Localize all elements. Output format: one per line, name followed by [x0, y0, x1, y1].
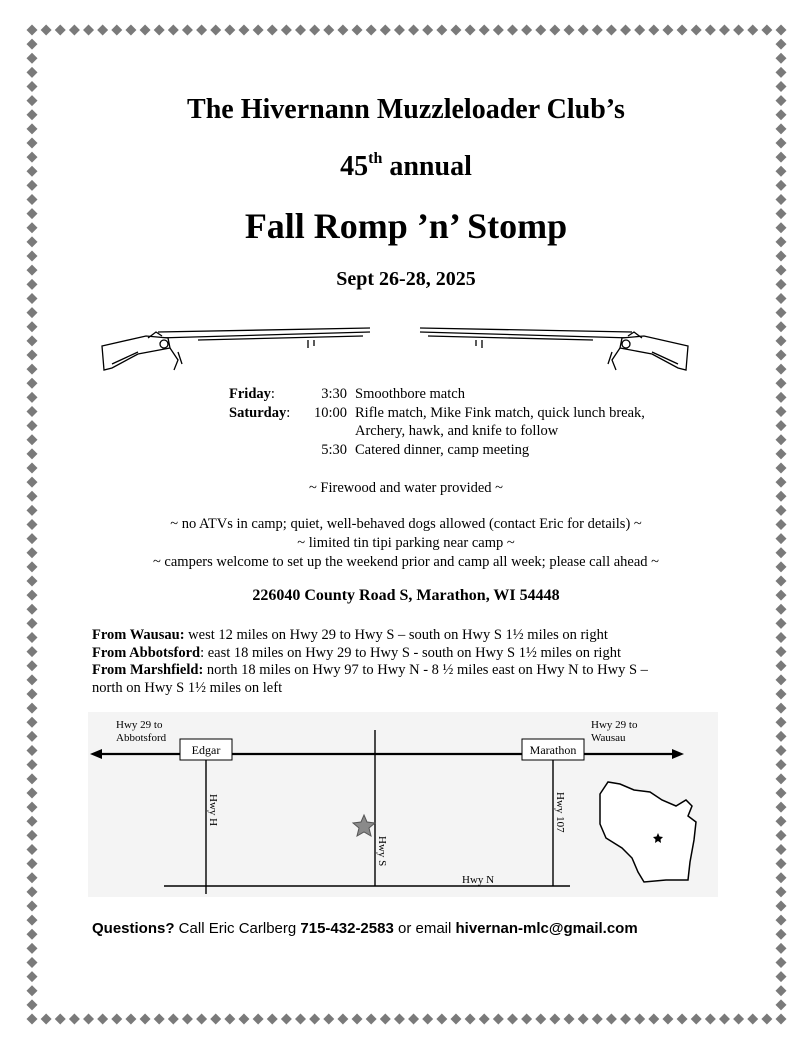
border-diamond — [521, 1014, 532, 1025]
border-diamond — [224, 1014, 235, 1025]
border-diamond — [761, 1014, 772, 1025]
border-diamond — [210, 25, 221, 36]
annual-number: 45 — [340, 151, 369, 182]
border-diamond — [27, 703, 38, 714]
map-edgar: Edgar — [191, 743, 221, 757]
border-diamond — [465, 1014, 476, 1025]
border-diamond — [337, 1014, 348, 1025]
border-diamond — [69, 25, 80, 36]
border-diamond — [267, 1014, 278, 1025]
border-diamond — [380, 1014, 391, 1025]
border-diamond — [27, 1014, 38, 1025]
border-diamond — [535, 1014, 546, 1025]
border-diamond — [27, 674, 38, 685]
map-left-label-2: Abbotsford — [116, 732, 167, 744]
border-diamond — [776, 1014, 787, 1025]
border-diamond — [125, 1014, 136, 1025]
border-diamond — [323, 25, 334, 36]
border-diamond — [27, 943, 38, 954]
schedule-row: Archery, hawk, and knife to follow — [355, 423, 559, 439]
border-diamond — [776, 830, 787, 841]
border-diamond — [776, 872, 787, 883]
schedule-row: Saturday: 10:00 Rifle match, Mike Fink match, quick lunch break, — [229, 404, 645, 421]
border-diamond — [27, 731, 38, 742]
border-diamond — [210, 1014, 221, 1025]
border-diamond — [27, 81, 38, 92]
right-rifle-image — [418, 318, 693, 380]
phone-number: 715-432-2583 — [300, 920, 394, 937]
map-hwy-h: Hwy H — [207, 794, 219, 827]
border-diamond — [337, 25, 348, 36]
left-rifle-image — [98, 318, 373, 380]
border-diamond — [422, 25, 433, 36]
border-diamond — [182, 1014, 193, 1025]
border-diamond — [776, 816, 787, 827]
border-diamond — [776, 378, 787, 389]
border-diamond — [27, 434, 38, 445]
border-diamond — [27, 39, 38, 50]
border-diamond — [479, 25, 490, 36]
border-diamond — [97, 25, 108, 36]
border-diamond — [352, 25, 363, 36]
border-diamond — [776, 321, 787, 332]
annual-word: annual — [382, 151, 472, 182]
event-title: Fall Romp ’n’ Stomp — [244, 206, 568, 246]
border-diamond — [196, 25, 207, 36]
border-diamond — [309, 1014, 320, 1025]
border-diamond — [776, 420, 787, 431]
border-diamond — [677, 1014, 688, 1025]
border-diamond — [27, 985, 38, 996]
border-diamond — [776, 392, 787, 403]
border-diamond — [55, 1014, 66, 1025]
border-diamond — [27, 307, 38, 318]
border-diamond — [776, 773, 787, 784]
border-diamond — [776, 731, 787, 742]
club-title: The Hivernann Muzzleloader Club’s — [187, 94, 625, 125]
border-diamond — [27, 971, 38, 982]
border-diamond — [27, 646, 38, 657]
border-diamond — [27, 392, 38, 403]
border-diamond — [776, 576, 787, 587]
border-diamond — [168, 25, 179, 36]
border-diamond — [776, 632, 787, 643]
border-diamond — [578, 1014, 589, 1025]
border-diamond — [408, 1014, 419, 1025]
border-diamond — [295, 25, 306, 36]
border-diamond — [27, 632, 38, 643]
border-diamond — [761, 25, 772, 36]
border-diamond — [253, 25, 264, 36]
border-diamond — [776, 674, 787, 685]
border-diamond — [564, 25, 575, 36]
border-diamond — [422, 1014, 433, 1025]
border-diamond — [776, 646, 787, 657]
border-diamond — [83, 1014, 94, 1025]
border-diamond — [27, 293, 38, 304]
event-dates: Sept 26-28, 2025 — [336, 268, 476, 290]
border-diamond — [776, 957, 787, 968]
border-diamond — [620, 1014, 631, 1025]
border-diamond — [154, 1014, 165, 1025]
border-diamond — [564, 1014, 575, 1025]
border-diamond — [776, 689, 787, 700]
border-diamond — [450, 25, 461, 36]
border-diamond — [691, 1014, 702, 1025]
border-diamond — [27, 660, 38, 671]
border-diamond — [27, 251, 38, 262]
border-diamond — [27, 138, 38, 149]
border-diamond — [776, 745, 787, 756]
border-diamond — [776, 929, 787, 940]
border-diamond — [592, 25, 603, 36]
border-diamond — [493, 1014, 504, 1025]
border-diamond — [776, 25, 787, 36]
border-diamond — [140, 1014, 151, 1025]
border-diamond — [776, 39, 787, 50]
border-diamond — [27, 364, 38, 375]
border-diamond — [281, 25, 292, 36]
firewood-note: ~ Firewood and water provided ~ — [308, 480, 504, 496]
border-diamond — [27, 576, 38, 587]
border-diamond — [27, 618, 38, 629]
border-diamond — [549, 1014, 560, 1025]
border-diamond — [394, 1014, 405, 1025]
map-right-label-2: Wausau — [591, 732, 626, 744]
border-diamond — [27, 689, 38, 700]
border-diamond — [366, 1014, 377, 1025]
border-diamond — [27, 335, 38, 346]
border-diamond — [776, 886, 787, 897]
direction-abbotsford: From Abbotsford: east 18 miles on Hwy 29 to Hwy S - south on Hwy S 1½ miles on right — [92, 644, 621, 661]
border-diamond — [27, 787, 38, 798]
border-diamond — [267, 25, 278, 36]
border-diamond — [592, 1014, 603, 1025]
border-diamond — [776, 434, 787, 445]
border-diamond — [733, 1014, 744, 1025]
border-diamond — [27, 321, 38, 332]
border-diamond — [27, 844, 38, 855]
border-diamond — [648, 1014, 659, 1025]
border-diamond — [606, 25, 617, 36]
border-diamond — [27, 872, 38, 883]
direction-wausau: From Wausau: west 12 miles on Hwy 29 to Hwy S – south on Hwy S 1½ miles on right — [92, 627, 608, 643]
border-diamond — [776, 194, 787, 205]
border-diamond — [479, 1014, 490, 1025]
border-diamond — [41, 25, 52, 36]
border-diamond — [776, 999, 787, 1010]
border-diamond — [776, 406, 787, 417]
border-diamond — [352, 1014, 363, 1025]
border-diamond — [776, 307, 787, 318]
border-diamond — [380, 25, 391, 36]
border-diamond — [776, 349, 787, 360]
annual-suffix: th — [368, 150, 383, 167]
border-diamond — [747, 1014, 758, 1025]
border-diamond — [634, 25, 645, 36]
border-diamond — [776, 618, 787, 629]
directions — [92, 627, 732, 697]
schedule — [229, 385, 645, 459]
border-diamond — [140, 25, 151, 36]
border-diamond — [27, 448, 38, 459]
border-diamond — [776, 67, 787, 78]
border-diamond — [309, 25, 320, 36]
campers-note: ~ campers welcome to set up the weekend prior and camp all week; please call ahead ~ — [152, 554, 660, 570]
border-diamond — [776, 293, 787, 304]
camp-address: 226040 County Road S, Marathon, WI 54448 — [252, 587, 560, 604]
border-diamond — [69, 1014, 80, 1025]
border-diamond — [27, 858, 38, 869]
location-map — [88, 712, 718, 897]
direction-marshfield: From Marshfield: north 18 miles on Hwy 97 to Hwy N - 8 ½ miles east on Hwy N to Hwy S – — [92, 662, 648, 678]
questions-label: Questions? — [92, 920, 175, 937]
border-diamond — [27, 604, 38, 615]
map-hwy-n: Hwy N — [462, 874, 495, 886]
map-right-label-1: Hwy 29 to — [591, 719, 638, 731]
border-diamond — [27, 830, 38, 841]
contact-line: Questions? Call Eric Carlberg 715-432-2583 or email hivernan-mlc@gmail.com — [92, 920, 638, 937]
border-diamond — [776, 943, 787, 954]
border-diamond — [776, 138, 787, 149]
border-diamond — [691, 25, 702, 36]
border-diamond — [507, 25, 518, 36]
border-diamond — [27, 759, 38, 770]
border-diamond — [705, 1014, 716, 1025]
border-diamond — [733, 25, 744, 36]
schedule-row: 5:30 Catered dinner, camp meeting — [321, 441, 530, 458]
border-diamond — [238, 1014, 249, 1025]
border-diamond — [168, 1014, 179, 1025]
border-diamond — [436, 1014, 447, 1025]
border-diamond — [27, 929, 38, 940]
border-diamond — [27, 67, 38, 78]
border-diamond — [27, 886, 38, 897]
border-diamond — [776, 604, 787, 615]
border-diamond — [27, 378, 38, 389]
border-diamond — [776, 802, 787, 813]
border-diamond — [27, 462, 38, 473]
border-diamond — [776, 53, 787, 64]
camp-rules-note: ~ no ATVs in camp; quiet, well-behaved dogs allowed (contact Eric for details) ~ — [170, 516, 642, 532]
border-diamond — [776, 448, 787, 459]
border-diamond — [27, 25, 38, 36]
border-diamond — [776, 985, 787, 996]
border-diamond — [535, 25, 546, 36]
border-diamond — [648, 25, 659, 36]
border-diamond — [83, 25, 94, 36]
border-diamond — [776, 844, 787, 855]
border-diamond — [224, 25, 235, 36]
border-diamond — [507, 1014, 518, 1025]
border-diamond — [719, 1014, 730, 1025]
border-diamond — [154, 25, 165, 36]
border-diamond — [27, 900, 38, 911]
border-diamond — [323, 1014, 334, 1025]
border-diamond — [27, 194, 38, 205]
direction-marshfield-cont: north on Hwy S 1½ miles on left — [92, 679, 283, 696]
border-diamond — [394, 25, 405, 36]
map-hwy-107: Hwy 107 — [554, 792, 566, 833]
schedule-row: Friday: 3:30 Smoothbore match — [229, 386, 465, 402]
border-diamond — [238, 25, 249, 36]
border-diamond — [776, 335, 787, 346]
border-diamond — [620, 25, 631, 36]
border-diamond — [662, 1014, 673, 1025]
email-link[interactable]: hivernan-mlc@gmail.com — [455, 920, 638, 937]
border-diamond — [677, 25, 688, 36]
border-diamond — [408, 25, 419, 36]
border-diamond — [465, 25, 476, 36]
border-diamond — [776, 858, 787, 869]
border-diamond — [776, 971, 787, 982]
border-diamond — [662, 25, 673, 36]
border-diamond — [521, 25, 532, 36]
border-diamond — [776, 787, 787, 798]
border-diamond — [606, 1014, 617, 1025]
map-hwy-s: Hwy S — [376, 836, 388, 867]
border-diamond — [27, 773, 38, 784]
annual-line — [0, 150, 812, 183]
border-diamond — [97, 1014, 108, 1025]
border-diamond — [281, 1014, 292, 1025]
border-diamond — [27, 349, 38, 360]
map-marathon: Marathon — [529, 743, 577, 757]
border-diamond — [776, 703, 787, 714]
border-diamond — [27, 816, 38, 827]
parking-note: ~ limited tin tipi parking near camp ~ — [297, 535, 515, 551]
border-diamond — [776, 462, 787, 473]
border-diamond — [366, 25, 377, 36]
border-diamond — [253, 1014, 264, 1025]
border-diamond — [747, 25, 758, 36]
border-diamond — [111, 1014, 122, 1025]
border-diamond — [27, 802, 38, 813]
border-diamond — [27, 915, 38, 926]
border-diamond — [634, 1014, 645, 1025]
border-diamond — [111, 25, 122, 36]
border-diamond — [578, 25, 589, 36]
border-diamond — [55, 25, 66, 36]
border-diamond — [549, 25, 560, 36]
border-diamond — [776, 759, 787, 770]
border-diamond — [705, 25, 716, 36]
border-diamond — [27, 717, 38, 728]
border-diamond — [776, 915, 787, 926]
border-diamond — [27, 406, 38, 417]
border-diamond — [776, 660, 787, 671]
border-diamond — [27, 420, 38, 431]
border-diamond — [776, 717, 787, 728]
border-diamond — [196, 1014, 207, 1025]
border-diamond — [719, 25, 730, 36]
border-diamond — [450, 1014, 461, 1025]
border-diamond — [27, 53, 38, 64]
border-diamond — [493, 25, 504, 36]
border-diamond — [27, 745, 38, 756]
border-diamond — [295, 1014, 306, 1025]
border-diamond — [776, 900, 787, 911]
border-diamond — [27, 957, 38, 968]
border-diamond — [436, 25, 447, 36]
map-left-label-1: Hwy 29 to — [116, 719, 163, 731]
border-diamond — [776, 251, 787, 262]
border-diamond — [182, 25, 193, 36]
border-diamond — [776, 364, 787, 375]
border-diamond — [41, 1014, 52, 1025]
border-diamond — [125, 25, 136, 36]
border-diamond — [27, 999, 38, 1010]
border-diamond — [776, 81, 787, 92]
